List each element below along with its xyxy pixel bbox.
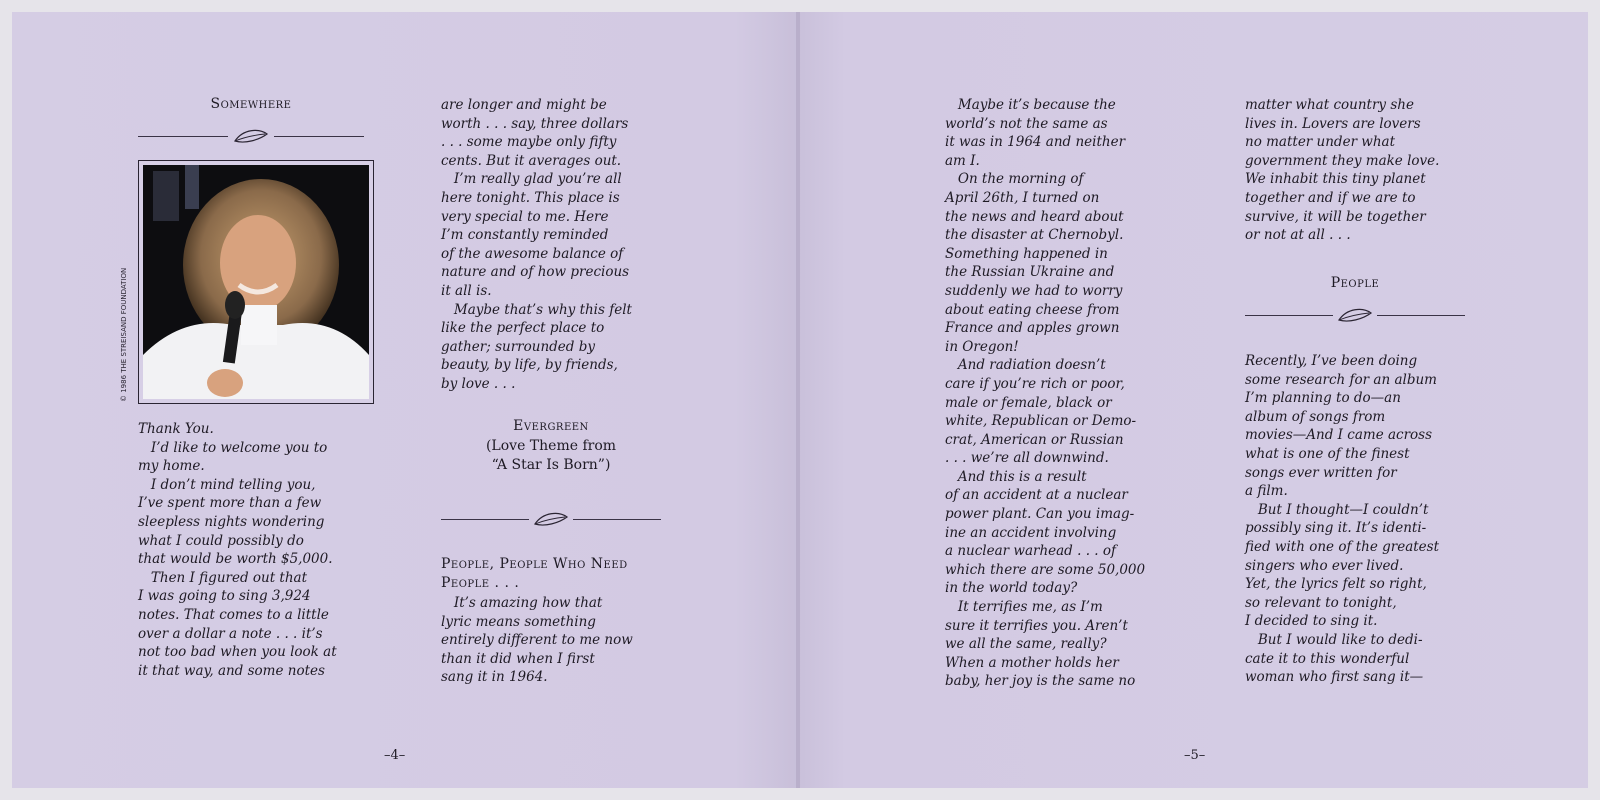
heading-somewhere: Somewhere bbox=[210, 96, 292, 112]
left-col2-text: are longer and might be worth . . . say, three dollars . . . some maybe only fifty cents. But it averages out. I’m really glad you’re all here tonight. This place is very special to me. Here I’m constantly reminded of the awesome balance of nature and of how precious it all is. Maybe that’s why this felt like the perfect place to gather; surrounded by beauty, by life, by friends, by love . . . bbox=[441, 97, 632, 392]
heading-people-who-need-2: People . . . bbox=[441, 575, 520, 591]
right-page bbox=[798, 12, 1588, 788]
booklet-spine bbox=[796, 12, 800, 788]
right-col2-text-b: Recently, I’ve been doing some research for an album I’m planning to do—an album of songs from movies—And I came across what is one of the finest songs ever written for a film. But I thought—I couldn’t possibly sing it. It’s identi- fied with one of the greatest singers who ever lived. Yet, the lyrics felt so right, so relevant to tonight, I decided to sing it. But I would like to dedi- cate it to this wonderful woman who first sang it— bbox=[1245, 353, 1440, 686]
heading-people-who-need: People, People Who Need bbox=[441, 556, 628, 572]
heading-evergreen: Evergreen bbox=[513, 418, 589, 434]
photo-credit: © 1986 THE STREISAND FOUNDATION bbox=[120, 267, 128, 402]
leaf-icon bbox=[231, 126, 271, 148]
evergreen-subtitle-1: (Love Theme from bbox=[485, 438, 617, 454]
ornament-divider bbox=[1245, 305, 1465, 327]
heading-people: People bbox=[1330, 275, 1380, 291]
evergreen-subtitle-2: “A Star Is Born”) bbox=[491, 457, 611, 473]
left-col2-text-b: It’s amazing how that lyric means something entirely different to me now than it did when I first sang it in 1964. bbox=[441, 595, 633, 686]
left-col1-text: Thank You. I’d like to welcome you to my home. I don’t mind telling you, I’ve spent more than a few sleepless nights wondering what I could possibly do that would be worth $5,000. Then I figured out that I was going to sing 3,924 notes. That comes to a little over a dollar a note . . . it’s not too bad when you look at it that way, and some notes bbox=[138, 421, 337, 679]
leaf-icon bbox=[1335, 305, 1375, 327]
page-number-right: –5– bbox=[1184, 748, 1206, 763]
singer-photo-frame bbox=[138, 160, 374, 404]
left-page bbox=[12, 12, 798, 788]
leaf-icon bbox=[531, 509, 571, 531]
right-col2-text: matter what country she lives in. Lovers are lovers no matter under what government they make love. We inhabit this tiny planet together and if we are to survive, it will be together or not at all . . . bbox=[1245, 97, 1440, 244]
right-col1-text: Maybe it’s because the world’s not the same as it was in 1964 and neither am I. On the morning of April 26th, I turned on the news and heard about the disaster at Chernobyl. Something happened in the Russian Ukraine and suddenly we had to worry about eating cheese from France and apples grown in Oregon! And radiation doesn’t care if you’re rich or poor, male or female, black or white, Republican or Demo- crat, American or Russian . . . we’re all downwind. And this is a result of an accident at a nuclear power plant. Can you imag- ine an accident involving a nuclear warhead . . . of which there are some 50,000 in the world today? It terrifies me, as I’m sure it terrifies you. Aren’t we all the same, really? When a mother holds her baby, her joy is the same no bbox=[945, 97, 1146, 690]
ornament-divider bbox=[138, 126, 364, 148]
singer-photo bbox=[143, 165, 369, 399]
ornament-divider bbox=[441, 509, 661, 531]
page-number-left: –4– bbox=[384, 748, 406, 763]
